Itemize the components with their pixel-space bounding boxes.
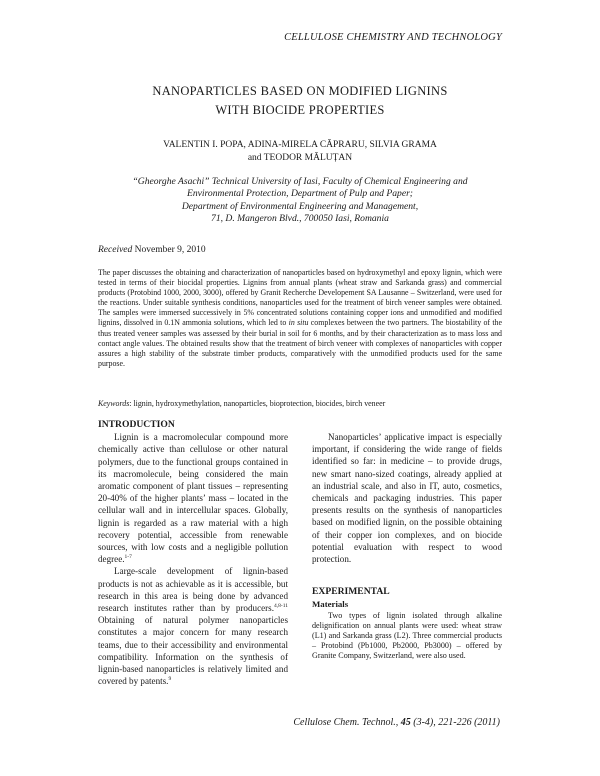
affiliation-line: 71, D. Mangeron Blvd., 700050 Iasi, Romania (211, 212, 389, 224)
received-label: Received (98, 245, 133, 255)
materials-paragraph: Two types of lignin isolated through alkaline delignification on annual plants were used: wheat straw (L1) and Sarkanda grass (L2). Three commercial products – Protobind (Pb1000, Pb2000, Pb3000) – offered by Granite Company, Switzerland, were also used. (312, 610, 502, 661)
received-date (98, 245, 206, 255)
abstract-italic: in situ (288, 318, 309, 328)
authors-line-1: VALENTIN I. POPA, ADINA-MIRELA CĂPRARU, SILVIA GRAMA (163, 140, 437, 150)
citation-footer: Cellulose Chem. Technol., 45 (3-4), 221-226 (2011) (293, 717, 500, 728)
keywords-text: : lignin, hydroxymethylation, nanoparticles, bioprotection, biocides, birch veneer (129, 399, 386, 408)
introduction-heading: INTRODUCTION (98, 419, 175, 430)
affiliation-line: Environmental Protection, Department of Pulp and Paper; (186, 188, 414, 200)
received-value: November 9, 2010 (132, 245, 206, 255)
intro-paragraph-2: Large-scale development of lignin-based products is not as achievable as it is accessible, but research in this area is being done by advanced research institutes rather than by producers.$^{4,8-11}$ Obtaining of natural polymer nanoparticles constitutes a major concern for many research teams, due to their accessibility and environmental compatibility. Information on the synthesis of lignin-based nanoparticles is relatively limited and covered by patents.$^9$ (98, 566, 288, 687)
abstract-text: complexes between the two partners. The biostability of the thus treated veneer samples was assessed by their burial in soil for 6 months, and by their characterization as to mass loss and contact angle values. The obtained results show that the treatment of birch veneer with complexes of nanoparticles with copper assures a high stability of the substrate timber products, comparatively with the unmodified products used for the same purpose. (98, 318, 503, 368)
right-column (312, 431, 502, 662)
keywords-label: Keywords (98, 399, 130, 408)
affiliation-line: “Gheorghe Asachi” Technical University of Iasi, Faculty of Chemical Engineering and (132, 176, 468, 187)
intro-paragraph-1: Lignin is a macromolecular compound more chemically active than cellulose or other natural polymers, due to the functional groups contained in its macromolecule, being considered the main aromatic component of plant tissues – representing 20-40% of the higher plants’ mass – located in the cellular wall and in intercellular spaces. Globally, lignin is regarded as a raw material with a high recovery potential, accessible from renewable sources, with low costs and a negligible pollution degree.$^{1-7}$ (98, 432, 288, 565)
abstract (98, 268, 502, 369)
paper-title-line-1: NANOPARTICLES BASED ON MODIFIED LIGNINS (152, 84, 448, 98)
left-column (98, 419, 288, 687)
experimental-heading: EXPERIMENTAL (312, 586, 390, 598)
abstract-text: The paper discusses the obtaining and characterization of nanoparticles based on hydroxymethyl and epoxy lignin, which were tested in terms of their biocidal properties. Lignins from annual plants (wheat straw and Sarkanda grass) and commercial products (Protobind 1000, 2000, 3000), offered by Granit Recherche Developement SA Lausanne – Switzerland, were used for the reactions. Under suitable synthesis conditions, nanoparticles used for the treatment of birch veneer samples were obtained. The samples were immersed successively in 5% concentrated solutions containing copper ions and unmodified and modified lignins, dissolved in 0.1N ammonia solutions, which led to (98, 268, 502, 328)
affiliation (0, 176, 600, 225)
paper-title-line-2: WITH BIOCIDE PROPERTIES (215, 103, 385, 117)
right-paragraph-1: Nanoparticles’ applicative impact is especially important, if considering the wide range of fields identified so far: in medicine – to provide drugs, new smart nano-sized coatings, already applied at an industrial scale, and also in IT, auto, cosmetics, chemicals and packaging industries. This paper presents results on the synthesis of nanoparticles based on modified lignin, on the possible obtaining of their copper ion complexes, and on biocide potential evaluation with respect to wood protection. (312, 432, 502, 565)
authors-line-2: and TEODOR MĂLUȚAN (247, 153, 353, 163)
affiliation-line: Department of Environmental Engineering and Management, (181, 200, 419, 212)
journal-header: CELLULOSE CHEMISTRY AND TECHNOLOGY (284, 32, 502, 43)
materials-heading: Materials (312, 599, 349, 610)
keywords (98, 399, 502, 408)
